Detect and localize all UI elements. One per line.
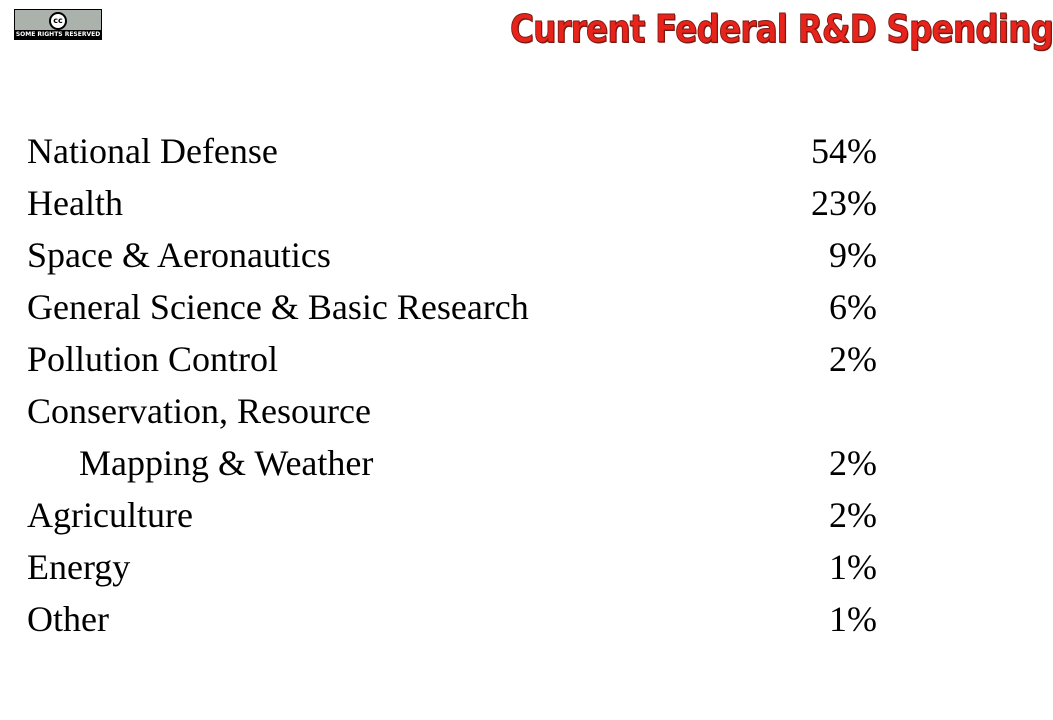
item-label: National Defense	[27, 131, 278, 171]
item-value: 54%	[811, 131, 877, 171]
item-value: 23%	[811, 183, 877, 223]
item-label: Pollution Control	[27, 339, 279, 379]
item-label: Other	[27, 599, 109, 639]
creative-commons-icon	[49, 12, 67, 30]
list-item	[27, 229, 877, 281]
item-value: 6%	[829, 287, 877, 327]
list-item-continuation	[27, 437, 877, 489]
item-value: 2%	[829, 495, 877, 535]
item-value: 2%	[829, 339, 877, 379]
item-label: Conservation, Resource	[27, 391, 371, 431]
list-item	[27, 177, 877, 229]
spending-list	[27, 125, 877, 645]
item-value: 1%	[829, 547, 877, 587]
cc-license-badge[interactable]	[14, 9, 102, 40]
item-label: Agriculture	[27, 495, 193, 535]
item-value: 2%	[829, 443, 877, 483]
list-item	[27, 593, 877, 645]
item-value: 1%	[829, 599, 877, 639]
item-label: Health	[27, 183, 123, 223]
list-item	[27, 333, 877, 385]
badge-strip-text: SOME RIGHTS RESERVED	[15, 31, 101, 38]
list-item	[27, 541, 877, 593]
list-item	[27, 125, 877, 177]
item-label: Energy	[27, 547, 131, 587]
item-value: 9%	[829, 235, 877, 275]
page-title: Current Federal R&D Spending	[510, 7, 1053, 51]
item-label: Space & Aeronautics	[27, 235, 331, 275]
item-label: Mapping & Weather	[79, 443, 374, 483]
list-item	[27, 489, 877, 541]
list-item	[27, 281, 877, 333]
list-item	[27, 385, 877, 437]
item-label: General Science & Basic Research	[27, 287, 529, 327]
